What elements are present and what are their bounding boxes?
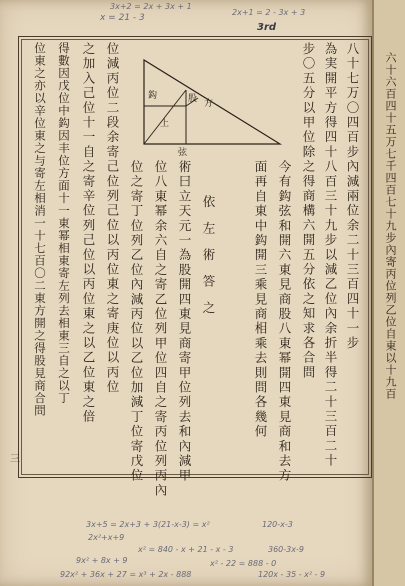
text-column-7: 術曰立天元一為股開四東見商寄甲位列去和內減甲	[177, 160, 192, 484]
pencil-note-bottom-5: 360-3x-9	[268, 545, 304, 554]
diagram-label-shang: 上	[160, 119, 170, 129]
pencil-note-bottom-8: 92x² + 36x + 27 = x³ + 2x - 888	[60, 570, 192, 579]
pencil-note-bottom-9: 120x - 35 - x² - 9	[258, 570, 326, 579]
text-column-12: 得數因戊位中鈎因丰位方面十一東幂相東寄左列去相東三自之以丁	[57, 42, 71, 405]
right-triangle-diagram	[138, 56, 283, 156]
page-number: 三	[10, 454, 20, 465]
pencil-note-bottom-7: x² - 22 = 888 - 0	[210, 559, 277, 568]
text-column-10: 位減丙位二段余寄己位列己位以丙位東之寄庚位以丙位	[105, 42, 120, 395]
pencil-note-bottom-6: 9x² + 8x + 9	[76, 556, 128, 565]
text-column-11: 之加入己位十一自之寄辛位列己位以丙位東之以乙位東之倍	[81, 42, 96, 425]
text-column-8: 位八東幂余六自之寄乙位列甲位四自之寄丙位列丙內	[153, 160, 168, 499]
text-column-9: 位之寄丁位列乙位內減丙位以乙位加減丁位寄戊位	[129, 160, 144, 484]
next-page-text-column: 六十六百四十五万七千四百七十九步內寄丙位列乙位自東以十九百	[384, 52, 397, 400]
pencil-note-bottom-3: 2x²+x+9	[88, 533, 125, 542]
diagram-label-gu: 股	[188, 94, 198, 104]
adjacent-page-edge	[372, 0, 405, 586]
text-column-13: 位東之亦以辛位東之与寄左相消一十七百〇二東方開之得股見商合問	[33, 42, 47, 417]
text-column-1: 八十七万〇四百步內減兩位余二十三百四十一步	[345, 42, 360, 351]
pencil-note-tag: 3rd	[257, 22, 277, 33]
text-column-5: 面再自東中鈎開三乘見商相乘去則問各幾何	[253, 160, 268, 440]
diagram-label-gou: 鈎	[148, 91, 158, 101]
text-column-2: 為実開平方得四十八百三十九步以減乙位內余折半得二十三百二十	[323, 42, 338, 469]
pencil-note-bottom-2: 120-x-3	[262, 520, 293, 529]
pencil-note-top-2: x = 21 - 3	[100, 13, 145, 23]
pencil-note-bottom-1: 3x+5 = 2x+3 + 3(21-x-3) = x²	[86, 520, 210, 529]
pencil-note-bottom-4: x² = 840 - x + 21 - x - 3	[138, 545, 234, 554]
pencil-note-top-1: 3x+2 = 2x + 3x + 1	[110, 2, 192, 11]
diagram-label-fang: 方	[204, 99, 214, 109]
text-column-4: 今有鈎弦和開六東見商股八東幂開四東見商和去方	[277, 160, 292, 484]
text-column-6: 依左術答之	[201, 195, 216, 328]
pencil-note-top-3: 2x+1 = 2 - 3x + 3	[232, 8, 306, 17]
diagram-label-xian: 弦	[178, 148, 188, 156]
text-column-3: 步〇五分以甲位除之得商構六開五分依之知求各合問	[301, 42, 316, 381]
